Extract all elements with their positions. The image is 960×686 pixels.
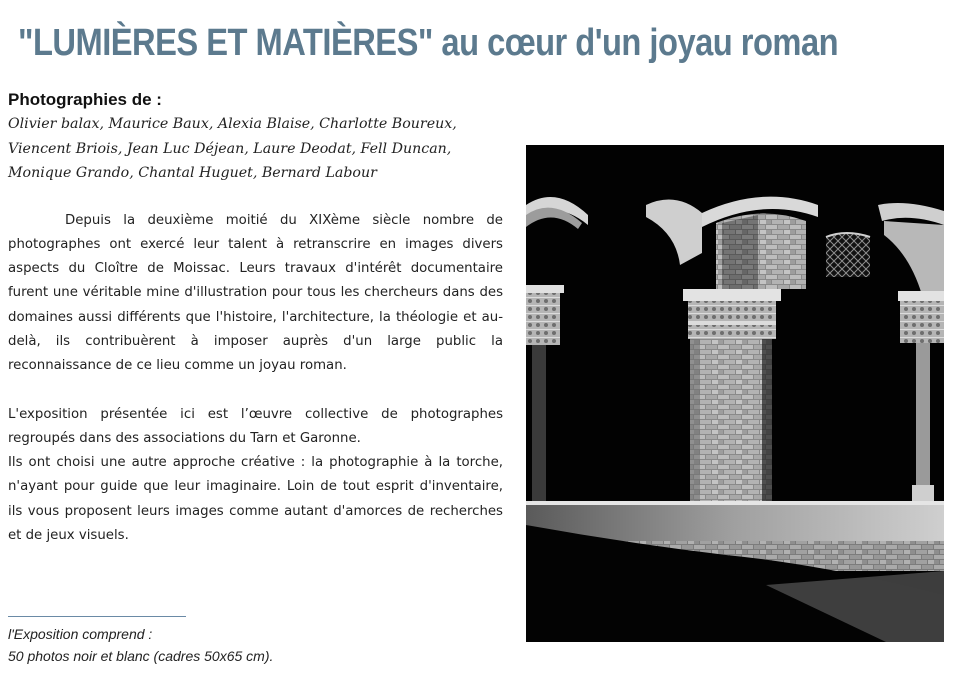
cloister-photo-drawing	[526, 145, 944, 642]
credits-line: Viencent Briois, Jean Luc Déjean, Laure Deodat, Fell Duncan,	[8, 140, 452, 157]
credits-heading: Photographies de :	[8, 90, 162, 109]
footnote-line: l'Exposition comprend :	[8, 626, 153, 642]
footnote-line: 50 photos noir et blanc (cadres 50x65 cm).	[8, 648, 274, 664]
credits-line: Olivier balax, Maurice Baux, Alexia Blaise, Charlotte Boureux,	[8, 116, 457, 132]
cloister-photo	[526, 145, 944, 642]
approach-paragraph: Ils ont choisi une autre approche créative : la photographie à la torche, n'ayant pour guide que leur imaginaire. Loin de tout esprit d'inventaire, ils vous proposent leurs images comme autant d'amorces de recherches et de jeux visuels.	[8, 455, 503, 544]
footnote-divider	[8, 616, 186, 617]
text-column	[8, 88, 503, 548]
intro-paragraph: Depuis la deuxième moitié du XIXème siècle nombre de photographes ont exercé leur talent à retranscrire en images divers aspects du Cloître de Moissac. Leurs travaux d'intérêt documentaire furent une véritable mine d'illustration pour tous les chercheurs dans des domaines aussi différents que l'histoire, l'architecture, la théologie et au-delà, ils contribuèrent à imposer auprès d'un large public la reconnaissance de ce lieu comme un joyau roman.	[8, 212, 503, 374]
page-title: "LUMIÈRES ET MATIÈRES" au cœur d'un joyau roman	[18, 22, 839, 64]
footnote	[8, 616, 428, 667]
exhibition-paragraph: L'exposition présentée ici est l’œuvre collective de photographes regroupés dans des associations du Tarn et Garonne.	[8, 406, 503, 446]
credits-names	[8, 112, 503, 186]
credits-line: Monique Grando, Chantal Huguet, Bernard Labour	[8, 165, 377, 181]
